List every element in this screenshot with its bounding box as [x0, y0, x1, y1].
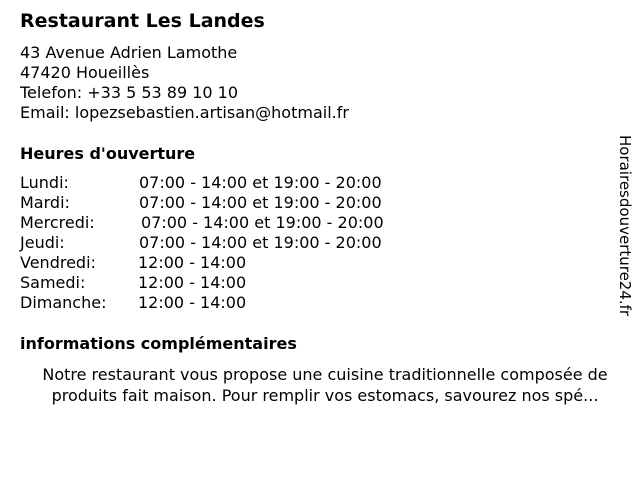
- info-heading: informations complémentaires: [20, 334, 297, 353]
- hours-heading: Heures d'ouverture: [20, 144, 196, 163]
- day-label: Jeudi:: [20, 233, 65, 252]
- info-description: [18, 364, 632, 406]
- time-range: 12:00 - 14:00: [138, 293, 247, 312]
- time-range: 12:00 - 14:00: [138, 273, 247, 292]
- time-range: 12:00 - 14:00: [138, 253, 247, 272]
- time-range: 07:00 - 14:00 et 19:00 - 20:00: [139, 233, 382, 252]
- site-watermark: Horairesdouverture24.fr: [616, 135, 634, 317]
- time-range: 07:00 - 14:00 et 19:00 - 20:00: [139, 173, 382, 192]
- restaurant-name: Restaurant Les Landes: [20, 10, 265, 32]
- info-line: Notre restaurant vous propose une cuisine traditionnelle composée de: [42, 365, 608, 384]
- day-label: Lundi:: [20, 173, 69, 192]
- time-range: 07:00 - 14:00 et 19:00 - 20:00: [141, 213, 384, 232]
- address-line-city: 47420 Houeillès: [20, 63, 150, 82]
- day-label: Vendredi:: [20, 253, 96, 272]
- info-line: produits fait maison. Pour remplir vos estomacs, savourez nos spé...: [51, 386, 599, 405]
- email-line: Email: lopezsebastien.artisan@hotmail.fr: [20, 103, 349, 122]
- day-label: Mardi:: [20, 193, 70, 212]
- day-label: Dimanche:: [20, 293, 107, 312]
- time-range: 07:00 - 14:00 et 19:00 - 20:00: [139, 193, 382, 212]
- address-line-street: 43 Avenue Adrien Lamothe: [20, 43, 238, 62]
- contact-block: [20, 43, 349, 123]
- day-label: Mercredi:: [20, 213, 95, 232]
- phone-line: Telefon: +33 5 53 89 10 10: [20, 83, 239, 102]
- day-label: Samedi:: [20, 273, 86, 292]
